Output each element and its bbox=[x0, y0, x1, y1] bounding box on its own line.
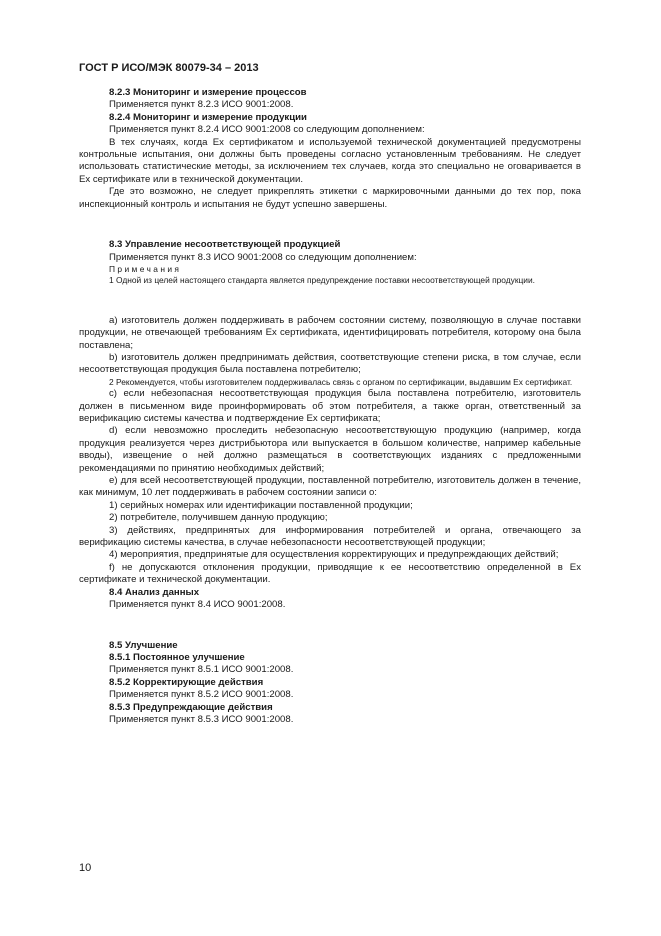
paragraph: Применяется пункт 8.2.3 ИСО 9001:2008. bbox=[109, 99, 294, 111]
section-heading: 8.5.1 Постоянное улучшение bbox=[109, 652, 245, 664]
section-heading: 8.5.3 Предупреждающие действия bbox=[109, 701, 273, 713]
paragraph: 4) мероприятия, предпринятые для осуществления корректирующих и предупреждающих действий; bbox=[109, 549, 559, 561]
paragraph: Где это возможно, не следует прикреплять этикетки с маркировочными данными до тех пор, пока инспекционный контроль и испытания не будут успешно завершены. bbox=[79, 186, 581, 210]
paragraph: e) для всей несоответствующей продукции, поставленной потребителю, изготовитель должен в течение, как минимум, 10 лет поддерживать в рабочем состоянии записи о: bbox=[79, 475, 581, 499]
paragraph: b) изготовитель должен предпринимать действия, соответствующие степени риска, в том случае, если несоответствующая продукция была поставлена потребителю; bbox=[79, 352, 581, 376]
paragraph: Применяется пункт 8.3 ИСО 9001:2008 со следующим дополнением: bbox=[109, 251, 417, 263]
paragraph: c) если небезопасная несоответствующая продукция была поставлена потребителю, изготовитель должен в письменном виде проинформировать об этом потребителя, а также орган, ответственный за верификацию системы качества и подтверждение Ех сертификата; bbox=[79, 388, 581, 424]
section-heading: 8.2.3 Мониторинг и измерение процессов bbox=[109, 87, 307, 98]
paragraph: Применяется пункт 8.4 ИСО 9001:2008. bbox=[109, 599, 286, 611]
section-heading: 8.2.4 Мониторинг и измерение продукции bbox=[109, 111, 307, 123]
paragraph: Применяется пункт 8.2.4 ИСО 9001:2008 со следующим дополнением: bbox=[109, 124, 425, 136]
note-title: Примечания bbox=[109, 264, 182, 275]
paragraph: Применяется пункт 8.5.1 ИСО 9001:2008. bbox=[109, 664, 294, 676]
paragraph: Применяется пункт 8.5.3 ИСО 9001:2008. bbox=[109, 714, 294, 726]
section-gap bbox=[79, 296, 581, 305]
section-heading: 8.4 Анализ данных bbox=[109, 586, 200, 598]
paragraph: 1) серийных номерах или идентификации поставленной продукции; bbox=[109, 499, 413, 511]
section-gap bbox=[79, 221, 581, 230]
paragraph: 2) потребителе, получившем данную продукцию; bbox=[109, 512, 328, 524]
section-heading: 8.3 Управление несоответствующей продукцией bbox=[109, 239, 341, 251]
note-text: 1 Одной из целей настоящего стандарта является предупреждение поставки несоответствующей продукции. bbox=[109, 275, 535, 286]
note-text: 2 Рекомендуется, чтобы изготовителем поддерживалась связь с органом по сертификации, выдавшим Ех сертификат. bbox=[109, 376, 573, 387]
document-body bbox=[79, 87, 581, 727]
paragraph: 3) действиях, предпринятых для информирования потребителей и органа, отвечающего за верификацию системы качества, в случае небезопасности несоответствующей продукции; bbox=[79, 524, 581, 549]
page-number: 10 bbox=[79, 862, 92, 874]
document-header: ГОСТ Р ИСО/МЭК 80079-34 – 2013 bbox=[79, 62, 259, 74]
paragraph: a) изготовитель должен поддерживать в рабочем состоянии систему, позволяющую в случае поставки продукции, не отвечающей требованиям Ех сертификата, идентифицировать потребителя, которому она была поставлена; bbox=[79, 314, 581, 351]
paragraph: Применяется пункт 8.5.2 ИСО 9001:2008. bbox=[109, 689, 294, 701]
section-heading: 8.5 Улучшение bbox=[109, 639, 178, 651]
paragraph: f) не допускаются отклонения продукции, приводящие к ее несоответствию определенной в Ех сертификате и технической документации. bbox=[79, 561, 581, 586]
section-heading: 8.5.2 Корректирующие действия bbox=[109, 676, 264, 688]
section-gap bbox=[79, 621, 581, 630]
paragraph: В тех случаях, когда Ех сертификатом и используемой технической документацией предусмотрены контрольные испытания, они должны быть проведены согласно установленным требованиям. Не следует использовать статистические методы, за исключением тех случаев, когда это специально не оговаривается в Ех сертификате или в технической документации. bbox=[79, 136, 581, 185]
paragraph: d) если невозможно проследить небезопасную несоответствующую продукцию (например, когда продукция реализуется через дистрибьютора или выпускается в большом количестве, например кабельные вводы), извещение о ней должно размещаться в соответствующих изданиях с предложенными рекомендациями по принятию необходимых действий; bbox=[79, 425, 581, 474]
